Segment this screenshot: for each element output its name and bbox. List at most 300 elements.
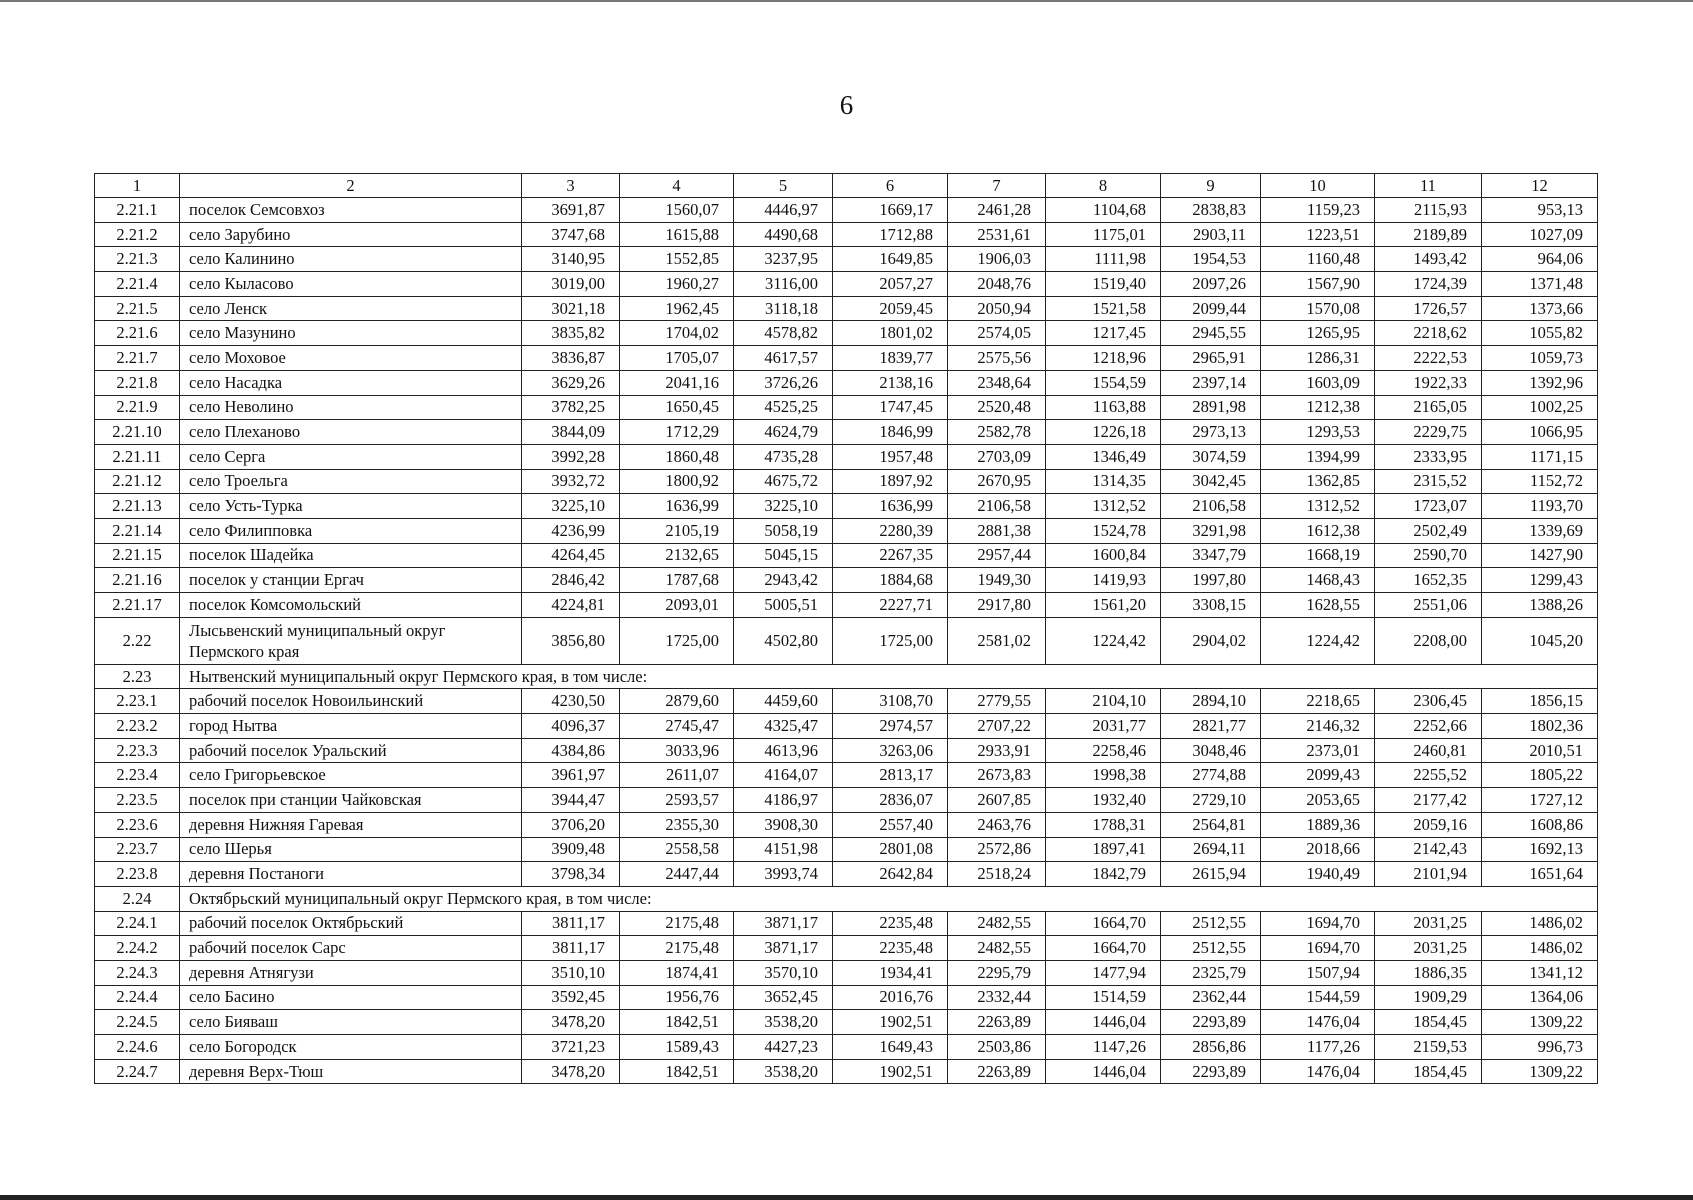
value-cell: 3042,45 [1161,469,1261,494]
value-cell: 2175,48 [620,936,734,961]
table-row [95,568,1598,593]
value-cell: 1600,84 [1046,543,1161,568]
table-row [95,494,1598,519]
value-cell: 3856,80 [522,617,620,664]
value-cell: 3021,18 [522,296,620,321]
table-section-row [95,886,1598,911]
value-cell: 3908,30 [734,812,833,837]
value-cell: 1486,02 [1482,911,1598,936]
row-code: 2.21.10 [95,420,180,445]
value-cell: 1507,94 [1261,960,1375,985]
value-cell: 1392,96 [1482,370,1598,395]
value-cell: 3478,20 [522,1010,620,1035]
value-cell: 2801,08 [833,837,948,862]
value-cell: 3706,20 [522,812,620,837]
settlement-name: деревня Нижняя Гаревая [180,812,522,837]
value-cell: 3033,96 [620,738,734,763]
row-code: 2.21.7 [95,346,180,371]
table-row [95,346,1598,371]
value-cell: 2503,86 [948,1035,1046,1060]
value-cell: 1906,03 [948,247,1046,272]
value-cell: 2821,77 [1161,714,1261,739]
value-cell: 2574,05 [948,321,1046,346]
value-cell: 1111,98 [1046,247,1161,272]
table-row [95,395,1598,420]
value-cell: 1554,59 [1046,370,1161,395]
table-row [95,617,1598,664]
value-cell: 2165,05 [1375,395,1482,420]
value-cell: 2263,89 [948,1010,1046,1035]
value-cell: 1002,25 [1482,395,1598,420]
value-cell: 1957,48 [833,444,948,469]
value-cell: 1175,01 [1046,222,1161,247]
value-cell: 1909,29 [1375,985,1482,1010]
value-cell: 1364,06 [1482,985,1598,1010]
row-code: 2.24.1 [95,911,180,936]
value-cell: 1265,95 [1261,321,1375,346]
scan-edge-bottom [0,1195,1693,1200]
value-cell: 2607,85 [948,788,1046,813]
value-cell: 4224,81 [522,593,620,618]
value-cell: 3961,97 [522,763,620,788]
value-cell: 2016,76 [833,985,948,1010]
row-code: 2.24.2 [95,936,180,961]
value-cell: 1446,04 [1046,1059,1161,1084]
value-cell: 2894,10 [1161,689,1261,714]
value-cell: 1636,99 [620,494,734,519]
value-cell: 1226,18 [1046,420,1161,445]
value-cell: 2933,91 [948,738,1046,763]
column-number: 11 [1375,174,1482,198]
value-cell: 4613,96 [734,738,833,763]
value-cell: 3652,45 [734,985,833,1010]
value-cell: 1651,64 [1482,862,1598,887]
value-cell: 2973,13 [1161,420,1261,445]
value-cell: 3118,18 [734,296,833,321]
value-cell: 3225,10 [522,494,620,519]
value-cell: 1394,99 [1261,444,1375,469]
value-cell: 2965,91 [1161,346,1261,371]
value-cell: 4525,25 [734,395,833,420]
value-cell: 1218,96 [1046,346,1161,371]
value-cell: 3844,09 [522,420,620,445]
value-cell: 2512,55 [1161,936,1261,961]
value-cell: 2101,94 [1375,862,1482,887]
column-number: 5 [734,174,833,198]
row-code: 2.23.5 [95,788,180,813]
value-cell: 3992,28 [522,444,620,469]
value-cell: 964,06 [1482,247,1598,272]
row-code: 2.24.4 [95,985,180,1010]
value-cell: 2057,27 [833,272,948,297]
settlement-name: село Филипповка [180,518,522,543]
value-cell: 2703,09 [948,444,1046,469]
value-cell: 2348,64 [948,370,1046,395]
value-cell: 2018,66 [1261,837,1375,862]
value-cell: 3782,25 [522,395,620,420]
value-cell: 1339,69 [1482,518,1598,543]
column-number: 10 [1261,174,1375,198]
table-row [95,1035,1598,1060]
value-cell: 1932,40 [1046,788,1161,813]
value-cell: 3048,46 [1161,738,1261,763]
settlement-name: село Насадка [180,370,522,395]
value-cell: 2142,43 [1375,837,1482,862]
value-cell: 5058,19 [734,518,833,543]
value-cell: 2558,58 [620,837,734,862]
row-code: 2.23.3 [95,738,180,763]
settlement-name: деревня Постаноги [180,862,522,887]
value-cell: 2222,53 [1375,346,1482,371]
value-cell: 3237,95 [734,247,833,272]
value-cell: 2218,65 [1261,689,1375,714]
column-number-row [95,174,1598,198]
value-cell: 1886,35 [1375,960,1482,985]
value-cell: 2048,76 [948,272,1046,297]
value-cell: 2115,93 [1375,198,1482,223]
value-cell: 2099,44 [1161,296,1261,321]
value-cell: 2258,46 [1046,738,1161,763]
value-cell: 1884,68 [833,568,948,593]
page-number: 6 [839,90,854,120]
settlement-name: рабочий поселок Уральский [180,738,522,763]
column-number: 4 [620,174,734,198]
value-cell: 2031,25 [1375,936,1482,961]
row-code: 2.23 [95,664,180,689]
value-cell: 1286,31 [1261,346,1375,371]
value-cell: 1312,52 [1046,494,1161,519]
value-cell: 1725,00 [833,617,948,664]
value-cell: 1669,17 [833,198,948,223]
value-cell: 2362,44 [1161,985,1261,1010]
value-cell: 1152,72 [1482,469,1598,494]
value-cell: 1212,38 [1261,395,1375,420]
value-cell: 3691,87 [522,198,620,223]
value-cell: 1486,02 [1482,936,1598,961]
value-cell: 1960,27 [620,272,734,297]
table-row [95,812,1598,837]
row-code: 2.23.2 [95,714,180,739]
value-cell: 2218,62 [1375,321,1482,346]
scan-edge-top [0,0,1693,2]
table-row [95,296,1598,321]
value-cell: 1171,15 [1482,444,1598,469]
settlement-name: поселок у станции Ергач [180,568,522,593]
value-cell: 3932,72 [522,469,620,494]
value-cell: 1314,35 [1046,469,1161,494]
value-cell: 1293,53 [1261,420,1375,445]
value-cell: 1159,23 [1261,198,1375,223]
value-cell: 2229,75 [1375,420,1482,445]
value-cell: 2093,01 [620,593,734,618]
settlement-name: рабочий поселок Октябрьский [180,911,522,936]
value-cell: 2879,60 [620,689,734,714]
value-cell: 1373,66 [1482,296,1598,321]
value-cell: 3721,23 [522,1035,620,1060]
value-cell: 1694,70 [1261,911,1375,936]
settlement-name: Лысьвенский муниципальный округ Пермского края [180,617,522,664]
row-code: 2.21.2 [95,222,180,247]
value-cell: 1493,42 [1375,247,1482,272]
value-cell: 2293,89 [1161,1059,1261,1084]
column-number: 3 [522,174,620,198]
value-cell: 1897,41 [1046,837,1161,862]
value-cell: 1800,92 [620,469,734,494]
value-cell: 2957,44 [948,543,1046,568]
value-cell: 1725,00 [620,617,734,664]
value-cell: 2267,35 [833,543,948,568]
settlement-name: село Басино [180,985,522,1010]
value-cell: 2235,48 [833,911,948,936]
value-cell: 1723,07 [1375,494,1482,519]
value-cell: 3726,26 [734,370,833,395]
value-cell: 2097,26 [1161,272,1261,297]
value-cell: 1747,45 [833,395,948,420]
settlement-name: село Серга [180,444,522,469]
value-cell: 1664,70 [1046,911,1161,936]
table-section-row [95,664,1598,689]
value-cell: 2280,39 [833,518,948,543]
value-cell: 1846,99 [833,420,948,445]
row-code: 2.21.3 [95,247,180,272]
value-cell: 2694,11 [1161,837,1261,862]
value-cell: 3798,34 [522,862,620,887]
value-cell: 2846,42 [522,568,620,593]
value-cell: 2146,32 [1261,714,1375,739]
value-cell: 2010,51 [1482,738,1598,763]
value-cell: 4164,07 [734,763,833,788]
value-cell: 2856,86 [1161,1035,1261,1060]
value-cell: 1628,55 [1261,593,1375,618]
value-cell: 4675,72 [734,469,833,494]
value-cell: 1570,08 [1261,296,1375,321]
value-cell: 2138,16 [833,370,948,395]
value-cell: 4325,47 [734,714,833,739]
value-cell: 1446,04 [1046,1010,1161,1035]
value-cell: 1223,51 [1261,222,1375,247]
value-cell: 2945,55 [1161,321,1261,346]
value-cell: 2774,88 [1161,763,1261,788]
value-cell: 4096,37 [522,714,620,739]
value-cell: 1477,94 [1046,960,1161,985]
value-cell: 4490,68 [734,222,833,247]
value-cell: 1309,22 [1482,1010,1598,1035]
value-cell: 1856,15 [1482,689,1598,714]
row-code: 2.22 [95,617,180,664]
value-cell: 4459,60 [734,689,833,714]
value-cell: 4264,45 [522,543,620,568]
value-cell: 2159,53 [1375,1035,1482,1060]
value-cell: 2518,24 [948,862,1046,887]
row-code: 2.24.6 [95,1035,180,1060]
value-cell: 3074,59 [1161,444,1261,469]
value-cell: 2502,49 [1375,518,1482,543]
value-cell: 1664,70 [1046,936,1161,961]
value-cell: 2512,55 [1161,911,1261,936]
value-cell: 2059,45 [833,296,948,321]
value-cell: 2707,22 [948,714,1046,739]
section-title: Октябрьский муниципальный округ Пермского края, в том числе: [180,886,1598,911]
row-code: 2.21.12 [95,469,180,494]
value-cell: 3140,95 [522,247,620,272]
value-cell: 2779,55 [948,689,1046,714]
row-code: 2.24.3 [95,960,180,985]
value-cell: 1519,40 [1046,272,1161,297]
value-cell: 1059,73 [1482,346,1598,371]
settlement-name: село Богородск [180,1035,522,1060]
tariff-table [94,173,1598,1084]
value-cell: 2397,14 [1161,370,1261,395]
value-cell: 1839,77 [833,346,948,371]
value-cell: 2235,48 [833,936,948,961]
value-cell: 2729,10 [1161,788,1261,813]
value-cell: 3308,15 [1161,593,1261,618]
table-row [95,420,1598,445]
value-cell: 1521,58 [1046,296,1161,321]
value-cell: 1312,52 [1261,494,1375,519]
value-cell: 2227,71 [833,593,948,618]
value-cell: 3871,17 [734,911,833,936]
value-cell: 1612,38 [1261,518,1375,543]
value-cell: 2189,89 [1375,222,1482,247]
settlement-name: село Моховое [180,346,522,371]
value-cell: 1649,85 [833,247,948,272]
value-cell: 1842,51 [620,1059,734,1084]
value-cell: 1193,70 [1482,494,1598,519]
row-code: 2.23.6 [95,812,180,837]
value-cell: 1922,33 [1375,370,1482,395]
table-row [95,272,1598,297]
value-cell: 3263,06 [833,738,948,763]
value-cell: 2745,47 [620,714,734,739]
row-code: 2.21.1 [95,198,180,223]
value-cell: 1956,76 [620,985,734,1010]
settlement-name: поселок Шадейка [180,543,522,568]
row-code: 2.21.15 [95,543,180,568]
value-cell: 1027,09 [1482,222,1598,247]
row-code: 2.23.7 [95,837,180,862]
value-cell: 1704,02 [620,321,734,346]
value-cell: 2904,02 [1161,617,1261,664]
value-cell: 3909,48 [522,837,620,862]
value-cell: 2482,55 [948,936,1046,961]
row-code: 2.21.16 [95,568,180,593]
value-cell: 1163,88 [1046,395,1161,420]
table-row [95,469,1598,494]
value-cell: 1514,59 [1046,985,1161,1010]
settlement-name: село Троельга [180,469,522,494]
value-cell: 3747,68 [522,222,620,247]
value-cell: 1842,51 [620,1010,734,1035]
value-cell: 1724,39 [1375,272,1482,297]
table-row [95,198,1598,223]
section-title: Нытвенский муниципальный округ Пермского края, в том числе: [180,664,1598,689]
settlement-name: рабочий поселок Новоильинский [180,689,522,714]
value-cell: 1560,07 [620,198,734,223]
value-cell: 1224,42 [1046,617,1161,664]
value-cell: 2355,30 [620,812,734,837]
value-cell: 4578,82 [734,321,833,346]
table-row [95,960,1598,985]
value-cell: 4230,50 [522,689,620,714]
settlement-name: село Григорьевское [180,763,522,788]
row-code: 2.21.8 [95,370,180,395]
value-cell: 3811,17 [522,936,620,961]
value-cell: 2252,66 [1375,714,1482,739]
table-row [95,837,1598,862]
value-cell: 4446,97 [734,198,833,223]
value-cell: 1544,59 [1261,985,1375,1010]
value-cell: 2041,16 [620,370,734,395]
table-row [95,543,1598,568]
value-cell: 1608,86 [1482,812,1598,837]
value-cell: 3993,74 [734,862,833,887]
value-cell: 2593,57 [620,788,734,813]
value-cell: 2175,48 [620,911,734,936]
value-cell: 1860,48 [620,444,734,469]
value-cell: 2482,55 [948,911,1046,936]
value-cell: 2670,95 [948,469,1046,494]
settlement-name: село Неволино [180,395,522,420]
value-cell: 4735,28 [734,444,833,469]
value-cell: 3836,87 [522,346,620,371]
value-cell: 1705,07 [620,346,734,371]
row-code: 2.24.5 [95,1010,180,1035]
table-row [95,862,1598,887]
row-code: 2.24.7 [95,1059,180,1084]
value-cell: 3835,82 [522,321,620,346]
value-cell: 2177,42 [1375,788,1482,813]
settlement-name: село Шерья [180,837,522,862]
value-cell: 1419,93 [1046,568,1161,593]
value-cell: 4151,98 [734,837,833,862]
row-code: 2.21.13 [95,494,180,519]
column-number: 12 [1482,174,1598,198]
value-cell: 1524,78 [1046,518,1161,543]
value-cell: 1217,45 [1046,321,1161,346]
value-cell: 996,73 [1482,1035,1598,1060]
settlement-name: село Калинино [180,247,522,272]
settlement-name: село Плеханово [180,420,522,445]
settlement-name: село Усть-Турка [180,494,522,519]
value-cell: 2099,43 [1261,763,1375,788]
settlement-name: поселок Комсомольский [180,593,522,618]
value-cell: 1567,90 [1261,272,1375,297]
value-cell: 2974,57 [833,714,948,739]
settlement-name: деревня Атнягузи [180,960,522,985]
row-code: 2.21.17 [95,593,180,618]
settlement-name: село Ленск [180,296,522,321]
value-cell: 1726,57 [1375,296,1482,321]
value-cell: 2105,19 [620,518,734,543]
value-cell: 1874,41 [620,960,734,985]
value-cell: 2917,80 [948,593,1046,618]
value-cell: 2208,00 [1375,617,1482,664]
value-cell: 3108,70 [833,689,948,714]
value-cell: 2520,48 [948,395,1046,420]
settlement-name: село Мазунино [180,321,522,346]
value-cell: 1712,29 [620,420,734,445]
value-cell: 3811,17 [522,911,620,936]
value-cell: 1897,92 [833,469,948,494]
value-cell: 1692,13 [1482,837,1598,862]
row-code: 2.23.1 [95,689,180,714]
row-code: 2.21.5 [95,296,180,321]
value-cell: 3019,00 [522,272,620,297]
value-cell: 2572,86 [948,837,1046,862]
value-cell: 5005,51 [734,593,833,618]
value-cell: 2460,81 [1375,738,1482,763]
